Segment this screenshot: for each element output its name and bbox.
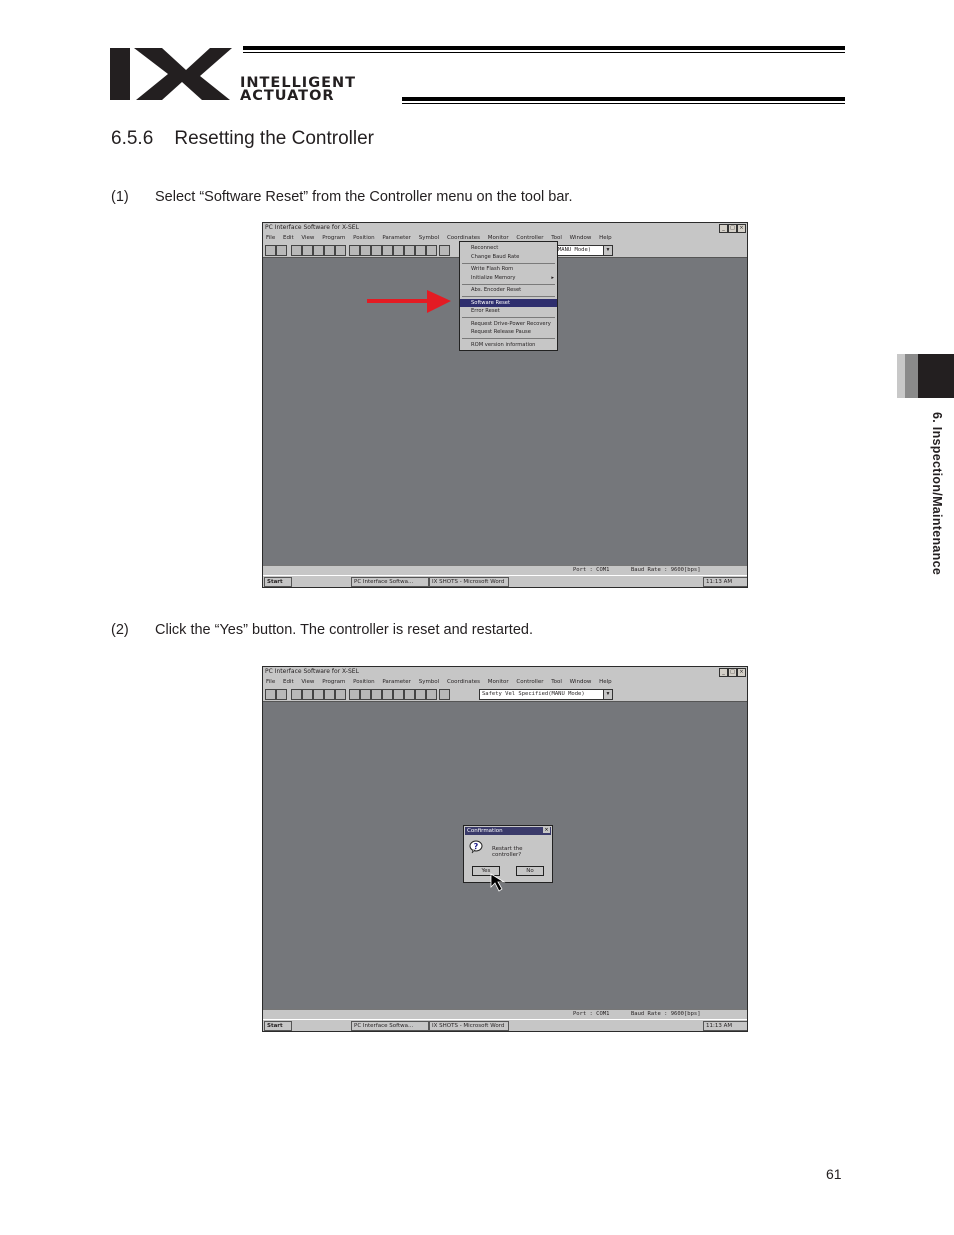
status-baud: Baud Rate : 9600[bps] <box>631 1011 701 1017</box>
tool-icon[interactable] <box>349 245 360 256</box>
tool-icon[interactable] <box>393 245 404 256</box>
tool-icon[interactable] <box>371 245 382 256</box>
tool-icon[interactable] <box>349 689 360 700</box>
menu-help[interactable]: Help <box>599 679 612 685</box>
tool-icon[interactable] <box>335 245 346 256</box>
mouse-cursor-icon <box>489 873 511 895</box>
tool-icon[interactable] <box>382 689 393 700</box>
status-bar <box>263 1009 747 1019</box>
menu-program[interactable]: Program <box>322 235 346 241</box>
no-button[interactable]: No <box>516 866 544 876</box>
side-tab-marker-light <box>897 354 905 398</box>
close-icon[interactable]: × <box>737 668 746 677</box>
screenshot-software-reset <box>262 222 748 588</box>
page-number: 61 <box>826 1166 842 1182</box>
yes-button[interactable]: Yes <box>472 866 500 876</box>
chevron-down-icon[interactable]: ▼ <box>603 245 613 256</box>
menu-item-software-reset[interactable]: Software Reset <box>460 299 557 308</box>
menu-view[interactable]: View <box>301 679 315 685</box>
tool-icon[interactable] <box>313 245 324 256</box>
menu-item-release-pause[interactable]: Request Release Pause <box>471 329 531 335</box>
menu-controller[interactable]: Controller <box>516 235 544 241</box>
dialog-title: Confirmation <box>467 828 503 834</box>
section-title: 6.5.6 Resetting the Controller <box>111 128 374 149</box>
step-2-number: (2) <box>111 622 129 638</box>
brand-intelligent: INTELLIGENT <box>240 75 357 91</box>
screenshot-confirmation <box>262 666 748 1032</box>
taskbar-clock: 11:13 AM <box>703 1021 748 1031</box>
window-title: PC Interface Software for X-SEL <box>265 224 359 231</box>
mode-combo[interactable]: Safety Vel Specified(MANU Mode) <box>479 689 607 700</box>
tool-icon[interactable] <box>439 245 450 256</box>
close-icon[interactable]: × <box>737 224 746 233</box>
menu-file[interactable]: File <box>266 235 276 241</box>
tool-icon[interactable] <box>415 689 426 700</box>
minimize-icon[interactable]: _ <box>719 668 728 677</box>
dialog-message: Restart the controller? <box>492 846 523 858</box>
tool-icon[interactable] <box>313 689 324 700</box>
menu-edit[interactable]: Edit <box>282 679 294 685</box>
status-port: Port : COM1 <box>573 567 610 573</box>
header-rule-bottom <box>402 97 845 101</box>
step-2-text: Click the “Yes” button. The controller is reset and restarted. <box>155 622 533 638</box>
tool-icon[interactable] <box>324 245 335 256</box>
tool-icon[interactable] <box>439 689 450 700</box>
menu-window[interactable]: Window <box>569 235 592 241</box>
tool-icon[interactable] <box>426 689 437 700</box>
menu-separator <box>462 317 555 318</box>
status-bar <box>263 565 747 575</box>
menu-symbol[interactable]: Symbol <box>418 235 440 241</box>
menu-monitor[interactable]: Monitor <box>487 679 509 685</box>
tool-icon[interactable] <box>426 245 437 256</box>
start-button[interactable]: Start <box>264 1021 292 1031</box>
status-port: Port : COM1 <box>573 1011 610 1017</box>
start-button[interactable]: Start <box>264 577 292 587</box>
menu-symbol[interactable]: Symbol <box>418 679 440 685</box>
maximize-icon[interactable]: □ <box>728 224 737 233</box>
menu-item-write-flash-rom[interactable]: Write Flash Rom <box>471 266 514 272</box>
tool-icon[interactable] <box>335 689 346 700</box>
question-icon <box>469 840 483 854</box>
window-title: PC Interface Software for X-SEL <box>265 668 359 675</box>
status-baud: Baud Rate : 9600[bps] <box>631 567 701 573</box>
taskbar <box>263 575 747 587</box>
menu-file[interactable]: File <box>266 679 276 685</box>
taskbar <box>263 1019 747 1031</box>
menu-item-reconnect[interactable]: Reconnect <box>471 245 499 251</box>
chapter-side-label: 6. Inspection/Maintenance <box>930 412 944 576</box>
menu-separator <box>462 263 555 264</box>
tool-icon[interactable] <box>324 689 335 700</box>
tool-icon[interactable] <box>276 245 287 256</box>
tool-icon[interactable] <box>276 689 287 700</box>
controller-menu-dropdown <box>459 241 558 351</box>
tool-icon[interactable] <box>360 245 371 256</box>
menu-position[interactable]: Position <box>353 235 375 241</box>
tool-icon[interactable] <box>291 245 302 256</box>
menu-position[interactable]: Position <box>353 679 375 685</box>
menu-controller[interactable]: Controller <box>516 679 544 685</box>
tool-icon[interactable] <box>404 689 415 700</box>
menu-coordinates[interactable]: Coordinates <box>446 679 480 685</box>
dialog-titlebar <box>465 827 551 835</box>
menu-item-abs-encoder-reset[interactable]: Abs. Encoder Reset <box>471 287 522 293</box>
tool-icon[interactable] <box>415 245 426 256</box>
step-1-number: (1) <box>111 189 129 205</box>
side-tab-marker-mid <box>905 354 918 398</box>
menu-separator <box>462 284 555 285</box>
taskbar-item-word[interactable]: IX SHOTS - Microsoft Word <box>429 577 509 587</box>
tool-icon[interactable] <box>360 689 371 700</box>
step-1-text: Select “Software Reset” from the Controller menu on the tool bar. <box>155 189 573 205</box>
menu-bar <box>263 677 747 687</box>
tool-icon[interactable] <box>291 689 302 700</box>
menu-item-error-reset[interactable]: Error Reset <box>471 308 500 314</box>
menu-item-initialize-memory[interactable] <box>460 274 557 283</box>
menu-item-drive-power-recovery[interactable]: Request Drive-Power Recovery <box>471 320 551 327</box>
menu-item-label: Initialize Memory <box>471 274 516 281</box>
taskbar-item-pc-interface[interactable]: PC Interface Softwa... <box>351 1021 429 1031</box>
brand-actuator: ACTUATOR <box>240 88 335 104</box>
ix-logo-mark <box>110 46 232 102</box>
tool-icon[interactable] <box>302 689 313 700</box>
red-arrow-icon <box>367 289 451 315</box>
window-titlebar <box>263 223 747 233</box>
ix-logo <box>110 46 232 102</box>
tool-icon[interactable] <box>393 689 404 700</box>
menu-tool[interactable]: Tool <box>551 679 562 685</box>
toolbar <box>263 687 747 702</box>
taskbar-clock: 11:13 AM <box>703 577 748 587</box>
mode-combo[interactable]: MANU Mode) <box>555 245 607 256</box>
menu-coordinates[interactable]: Coordinates <box>446 235 480 241</box>
maximize-icon[interactable]: □ <box>728 668 737 677</box>
side-tab-marker-dark <box>918 354 954 398</box>
tool-icon[interactable] <box>265 245 276 256</box>
menu-tool[interactable]: Tool <box>551 235 562 241</box>
tool-icon[interactable] <box>371 689 382 700</box>
menu-separator <box>462 338 555 339</box>
header-rule-bottom-thin <box>402 103 845 104</box>
dialog-close-icon[interactable]: × <box>544 827 549 833</box>
menu-item-change-baud-rate[interactable]: Change Baud Rate <box>471 253 520 260</box>
menu-program[interactable]: Program <box>322 679 346 685</box>
tool-icon[interactable] <box>404 245 415 256</box>
header-rule-top <box>243 46 845 50</box>
tool-icon[interactable] <box>302 245 313 256</box>
taskbar-item-pc-interface[interactable]: PC Interface Softwa... <box>351 577 429 587</box>
menu-parameter[interactable]: Parameter <box>382 235 411 241</box>
menu-separator <box>462 296 555 297</box>
chevron-down-icon[interactable]: ▼ <box>603 689 613 700</box>
window-titlebar <box>263 667 747 677</box>
header-rule-top-thin <box>243 52 845 53</box>
menu-window[interactable]: Window <box>569 679 592 685</box>
menu-help[interactable]: Help <box>599 235 612 241</box>
taskbar-item-word[interactable]: IX SHOTS - Microsoft Word <box>429 1021 509 1031</box>
submenu-arrow-icon: ▸ <box>551 274 554 281</box>
menu-edit[interactable]: Edit <box>282 235 294 241</box>
menu-parameter[interactable]: Parameter <box>382 679 411 685</box>
minimize-icon[interactable]: _ <box>719 224 728 233</box>
tool-icon[interactable] <box>265 689 276 700</box>
menu-monitor[interactable]: Monitor <box>487 235 509 241</box>
svg-text:?: ? <box>473 842 479 851</box>
tool-icon[interactable] <box>382 245 393 256</box>
menu-item-rom-version[interactable]: ROM version information <box>471 341 536 348</box>
menu-view[interactable]: View <box>301 235 315 241</box>
